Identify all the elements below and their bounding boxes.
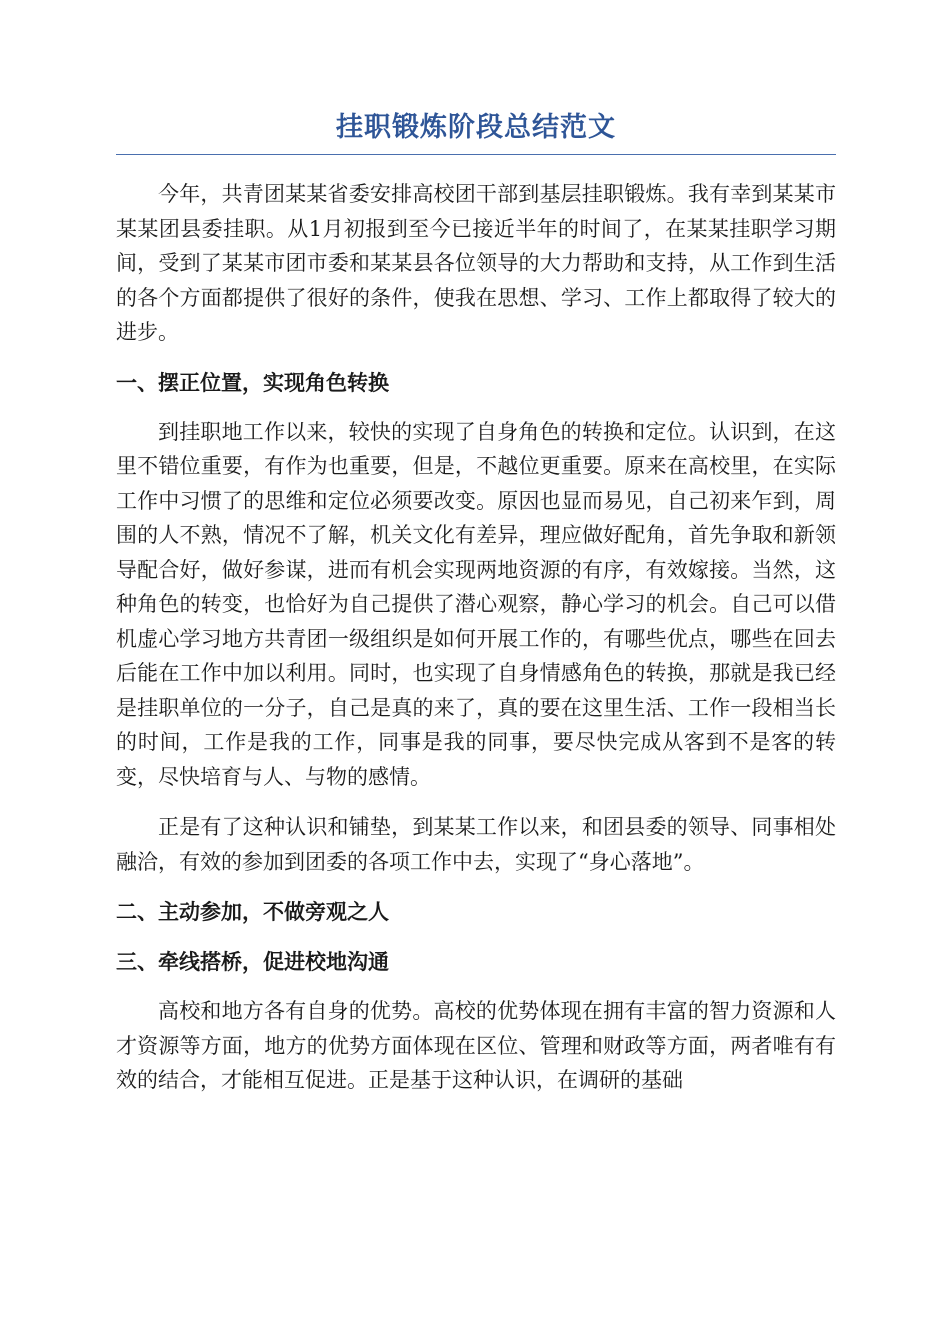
- document-page: [116, 108, 836, 1098]
- section-1-paragraph-1: 到挂职地工作以来，较快的实现了自身角色的转换和定位。认识到，在这里不错位重要，有作为也重要，但是，不越位更重要。原来在高校里，在实际工作中习惯了的思维和定位必须要改变。原因也显而易见，自己初来乍到，周围的人不熟，情况不了解，机关文化有差异，理应做好配角，首先争取和新领导配合好，做好参谋，进而有机会实现两地资源的有序，有效嫁接。当然，这种角色的转变，也恰好为自己提供了潜心观察，静心学习的机会。自己可以借机虚心学习地方共青团一级组织是如何开展工作的，有哪些优点，哪些在回去后能在工作中加以利用。同时，也实现了自身情感角色的转换，那就是我已经是挂职单位的一分子，自己是真的来了，真的要在这里生活、工作一段相当长的时间，工作是我的工作，同事是我的同事，要尽快完成从客到不是客的转变，尽快培育与人、与物的感情。: [116, 419, 836, 789]
- section-2-heading: 二、主动参加，不做旁观之人: [116, 899, 389, 924]
- section-3-heading: 三、牵线搭桥，促进校地沟通: [116, 949, 389, 974]
- intro-paragraph: 今年，共青团某某省委安排高校团干部到基层挂职锻炼。我有幸到某某市某某团县委挂职。从1月初报到至今已接近半年的时间了，在某某挂职学习期间，受到了某某市团市委和某某县各位领导的大力帮助和支持，从工作到生活的各个方面都提供了很好的条件，使我在思想、学习、工作上都取得了较大的进步。: [116, 182, 836, 344]
- section-1-heading: 一、摆正位置，实现角色转换: [116, 369, 389, 395]
- section-3-paragraph-1: 高校和地方各有自身的优势。高校的优势体现在拥有丰富的智力资源和人才资源等方面，地方的优势方面体现在区位、管理和财政等方面，两者唯有有效的结合，才能相互促进。正是基于这种认识，在调研的基础: [116, 999, 836, 1092]
- section-1-paragraph-2: 正是有了这种认识和铺垫，到某某工作以来，和团县委的领导、同事相处融洽，有效的参加到团委的各项工作中去，实现了“身心落地”。: [116, 815, 836, 874]
- document-title: 挂职锻炼阶段总结范文: [116, 108, 836, 155]
